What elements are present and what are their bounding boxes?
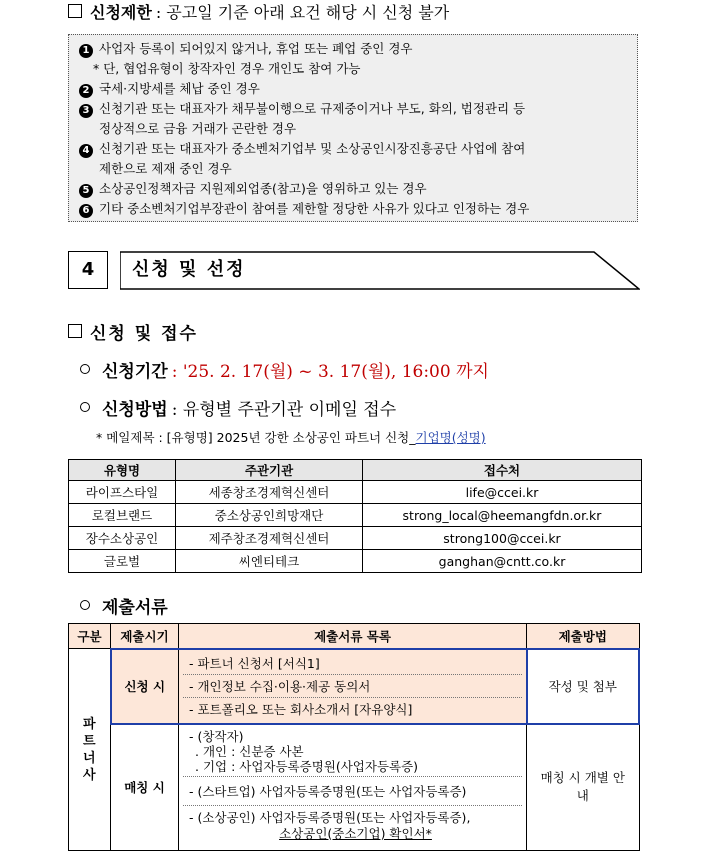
- restriction-item-cont: [79, 119, 629, 139]
- smallbiz-line: 소상공인(중소기업) 확인서*: [279, 825, 432, 841]
- table-row: [69, 504, 642, 527]
- restriction-item-text: 정상적으로 금융 거래가 곤란한 경우: [99, 121, 297, 136]
- restriction-text: : 공고일 기준 아래 요건 해당 시 신청 불가: [155, 2, 450, 22]
- table-cell: 세종창조경제혁신센터: [176, 481, 363, 504]
- table-cell: 중소상공인희망재단: [176, 504, 363, 527]
- header-cell: 제출방법: [527, 624, 640, 649]
- table-cell: 로컬브랜드: [69, 504, 176, 527]
- restriction-item-cont: [79, 159, 629, 179]
- table-row: [69, 550, 642, 573]
- header-cell: 제출시기: [111, 624, 179, 649]
- circle-bullet-icon: [80, 600, 90, 610]
- restriction-item: [79, 179, 629, 199]
- category-text: 파트너사: [82, 716, 96, 783]
- restriction-item: [79, 99, 629, 119]
- email-cell[interactable]: ganghan@cntt.co.kr: [363, 550, 642, 573]
- number-3-icon: 3: [79, 104, 93, 118]
- restriction-note-text: * 단, 협업유형이 창작자인 경우 개인도 참여 가능: [93, 61, 361, 76]
- number-5-icon: 5: [79, 184, 93, 198]
- match-time-cell: 매칭 시: [111, 724, 179, 851]
- header-cell: 구분: [69, 624, 111, 649]
- table-row: [69, 481, 642, 504]
- restriction-item-text: 기타 중소벤처기업부장관이 참여를 제한할 정당한 사유가 있다고 인정하는 경우: [99, 201, 530, 216]
- section-number: 4: [68, 251, 108, 289]
- method-line: [80, 396, 396, 418]
- restriction-item-text: 제한으로 제재 중인 경우: [99, 161, 232, 176]
- match-method-text: 매칭 시 개별 안내: [540, 770, 625, 804]
- smallbiz-line: - (소상공인) 사업자등록증명원(또는 사업자등록증),: [189, 809, 471, 825]
- number-4-icon: 4: [79, 144, 93, 158]
- method-label: 신청방법: [102, 399, 168, 420]
- apply-method-cell: 작성 및 첨부: [527, 649, 640, 724]
- restriction-label: 신청제한: [90, 2, 152, 22]
- mail-subject-prefix: * 메일제목 : [유형명] 2025년 강한 소상공인 파트너 신청_: [96, 430, 416, 445]
- apply-time-cell: 신청 시: [111, 649, 179, 724]
- match-method-cell: [527, 724, 640, 851]
- table-cell: 제주창조경제혁신센터: [176, 527, 363, 550]
- number-6-icon: 6: [79, 204, 93, 218]
- table-header-row: [69, 460, 642, 481]
- restriction-item: [79, 79, 629, 99]
- mail-subject-suffix: 기업명(성명): [415, 430, 486, 445]
- restriction-item: [79, 39, 629, 59]
- table-cell: 글로벌: [69, 550, 176, 573]
- number-1-icon: 1: [79, 44, 93, 58]
- checkbox-square-icon: [68, 324, 82, 338]
- apply-item: - 파트너 신청서 [서식1]: [183, 652, 522, 675]
- match-items-cell: [179, 724, 527, 851]
- application-heading: [68, 320, 198, 342]
- period-value: : '25. 2. 17(월) ~ 3. 17(월), 16:00 까지: [171, 361, 489, 382]
- restriction-item: [79, 139, 629, 159]
- category-cell: [69, 649, 111, 851]
- number-2-icon: 2: [79, 84, 93, 98]
- period-line: [80, 358, 489, 380]
- restriction-item-text: 소상공인정책자금 지원제외업종(참고)을 영위하고 있는 경우: [99, 181, 427, 196]
- method-value: : 유형별 주관기관 이메일 접수: [171, 399, 397, 420]
- documents-heading-text: 제출서류: [102, 597, 168, 618]
- circle-bullet-icon: [80, 402, 90, 412]
- table-cell: 씨엔티테크: [176, 550, 363, 573]
- header-cell: 제출서류 목록: [179, 624, 527, 649]
- circle-bullet-icon: [80, 364, 90, 374]
- restriction-box: [68, 34, 638, 222]
- creator-line: . 기업 : 사업자등록증명원(사업자등록증): [195, 758, 419, 774]
- header-cell: 주관기관: [176, 460, 363, 481]
- restriction-note: [79, 59, 629, 79]
- documents-table: [68, 623, 640, 851]
- period-label: 신청기간: [102, 361, 168, 382]
- table-row: [69, 649, 640, 724]
- section-title: 신청 및 선정: [132, 259, 246, 280]
- table-cell: 장수소상공인: [69, 527, 176, 550]
- creator-line: . 개인 : 신분증 사본: [195, 743, 304, 759]
- restriction-item-text: 사업자 등록이 되어있지 않거나, 휴업 또는 폐업 중인 경우: [99, 41, 413, 56]
- restriction-item-text: 신청기관 또는 대표자가 채무불이행으로 규제중이거나 부도, 화의, 법정관리 등: [99, 101, 526, 116]
- restriction-item-text: 국세·지방세를 체납 중인 경우: [99, 81, 260, 96]
- restriction-heading: [68, 0, 449, 22]
- smallbiz-block: [183, 806, 522, 844]
- restriction-item: [79, 199, 629, 219]
- apply-item: - 포트폴리오 또는 회사소개서 [자유양식]: [189, 702, 413, 717]
- header-cell: 유형명: [69, 460, 176, 481]
- apply-item: - 개인정보 수집·이용·제공 동의서: [183, 675, 522, 698]
- table-header-row: [69, 624, 640, 649]
- email-cell[interactable]: strong100@ccei.kr: [363, 527, 642, 550]
- documents-heading: [80, 594, 168, 616]
- table-cell: 라이프스타일: [69, 481, 176, 504]
- restriction-item-text: 신청기관 또는 대표자가 중소벤처기업부 및 소상공인시장진흥공단 사업에 참여: [99, 141, 526, 156]
- email-cell[interactable]: life@ccei.kr: [363, 481, 642, 504]
- apply-items-cell: [179, 649, 527, 724]
- table-row: [69, 527, 642, 550]
- mail-subject-note: [96, 428, 486, 446]
- contacts-table: [68, 459, 642, 573]
- application-heading-text: 신청 및 접수: [90, 323, 198, 344]
- table-row: [69, 724, 640, 851]
- header-cell: 접수처: [363, 460, 642, 481]
- creator-block: [183, 725, 522, 777]
- checkbox-square-icon: [68, 4, 82, 18]
- startup-line: - (스타트업) 사업자등록증명원(또는 사업자등록증): [183, 777, 522, 806]
- creator-line: - (창작자): [189, 728, 244, 744]
- email-cell[interactable]: strong_local@heemangfdn.or.kr: [363, 504, 642, 527]
